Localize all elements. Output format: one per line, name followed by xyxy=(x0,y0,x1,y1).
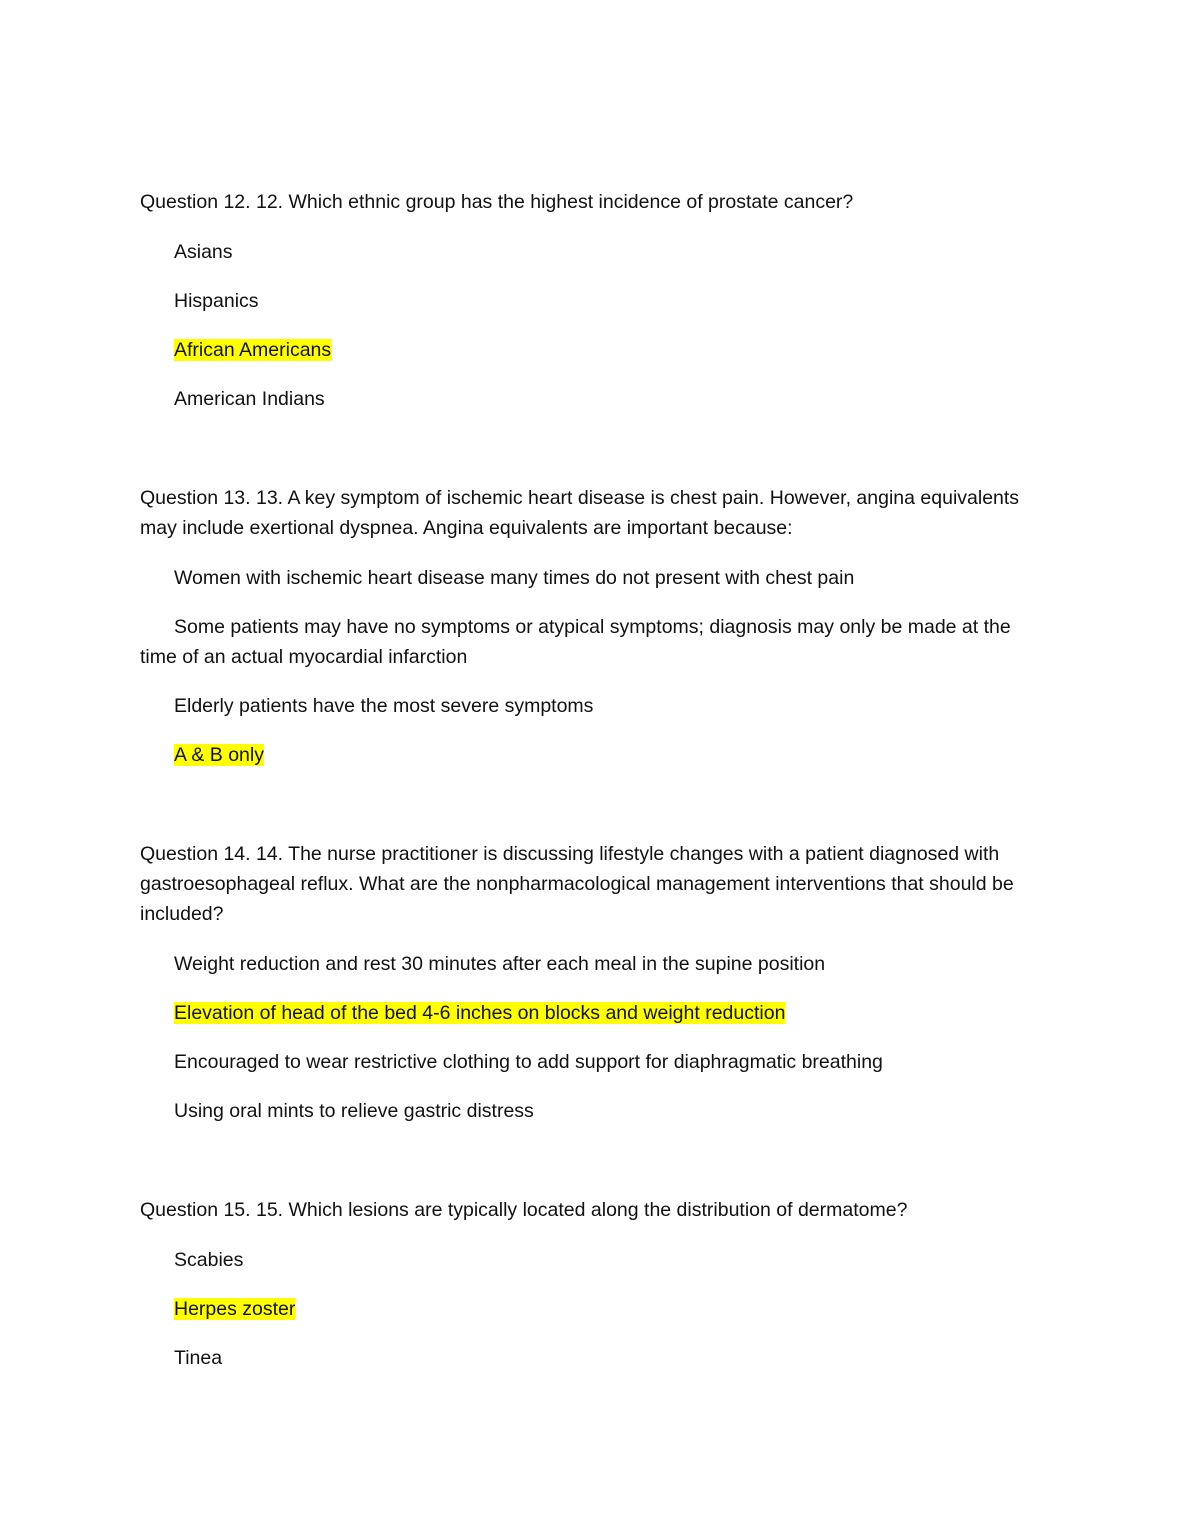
answer-option-text: Weight reduction and rest 30 minutes after each meal in the supine position xyxy=(174,953,826,975)
answer-option xyxy=(140,286,1040,316)
answer-option xyxy=(140,1096,1040,1126)
highlighted-answer: Herpes zoster xyxy=(174,1298,296,1320)
answer-option-text: Elderly patients have the most severe symptoms xyxy=(174,695,594,717)
answer-option-text: American Indians xyxy=(174,388,325,410)
document-content xyxy=(140,187,1040,1373)
question-text: Question 14. 14. The nurse practitioner is discussing lifestyle changes with a patient diagnosed with gastroesophageal reflux. What are the nonpharmacological management interventions that should be included? xyxy=(140,843,1014,925)
answer-options xyxy=(140,949,1040,1126)
answer-option-text: Hispanics xyxy=(174,290,259,312)
answer-option xyxy=(140,1047,1040,1077)
answer-option xyxy=(140,949,1040,979)
answer-option-correct xyxy=(140,1294,1040,1324)
question-12 xyxy=(140,187,1040,414)
answer-option xyxy=(140,563,1040,593)
question-15 xyxy=(140,1195,1040,1373)
answer-option-text: Women with ischemic heart disease many times do not present with chest pain xyxy=(174,567,855,589)
question-13 xyxy=(140,483,1040,770)
highlighted-answer: Elevation of head of the bed 4-6 inches on blocks and weight reduction xyxy=(174,1002,786,1024)
question-text: Question 13. 13. A key symptom of ischemic heart disease is chest pain. However, angina equivalents may include exertional dyspnea. Angina equivalents are important because: xyxy=(140,487,1020,539)
question-text: Question 15. 15. Which lesions are typically located along the distribution of dermatome? xyxy=(140,1199,908,1221)
answer-option xyxy=(140,1245,1040,1275)
answer-option xyxy=(140,691,1040,721)
answer-option-text: Using oral mints to relieve gastric distress xyxy=(174,1100,534,1122)
answer-option xyxy=(140,384,1040,414)
answer-option-correct xyxy=(140,740,1040,770)
answer-option-text: Scabies xyxy=(174,1249,244,1271)
answer-option xyxy=(140,612,1040,672)
question-14 xyxy=(140,839,1040,1126)
answer-options xyxy=(140,563,1040,770)
answer-option-text: Encouraged to wear restrictive clothing to add support for diaphragmatic breathing xyxy=(174,1051,883,1073)
answer-option-text: Some patients may have no symptoms or atypical symptoms; diagnosis may only be made at the time of an actual myocardial infarction xyxy=(140,616,1011,668)
answer-options xyxy=(140,237,1040,414)
question-text: Question 12. 12. Which ethnic group has the highest incidence of prostate cancer? xyxy=(140,191,854,213)
answer-options xyxy=(140,1245,1040,1373)
answer-option-text: Tinea xyxy=(174,1347,223,1369)
answer-option-correct xyxy=(140,335,1040,365)
answer-option xyxy=(140,237,1040,267)
answer-option-text: Asians xyxy=(174,241,233,263)
answer-option-correct xyxy=(140,998,1040,1028)
highlighted-answer: African Americans xyxy=(174,339,332,361)
answer-option xyxy=(140,1343,1040,1373)
highlighted-answer: A & B only xyxy=(174,744,264,766)
